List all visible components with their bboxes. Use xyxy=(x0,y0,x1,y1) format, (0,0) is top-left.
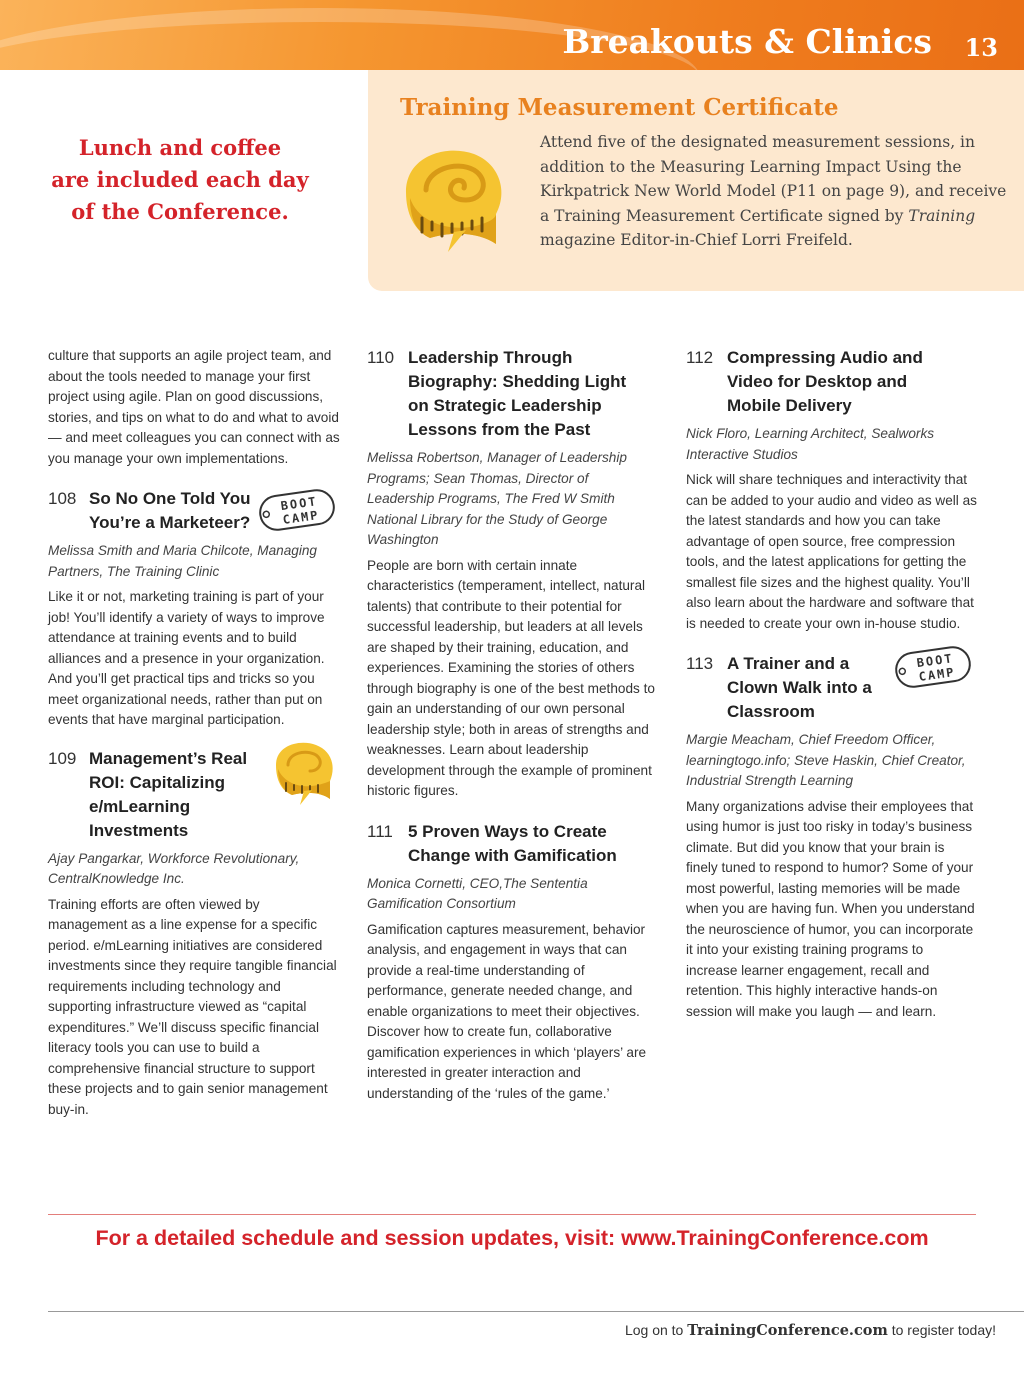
lunch-note-line-1: Lunch and coffee xyxy=(78,135,282,160)
session-description: Many organizations advise their employees that using humor is just too risky in today’s business climate. But did you know that your brain is finely tuned to respond to humor? Some of your most powerful, lasting memories will be made when you are having fun. When you understand the neuroscience of humor, you can incorporate it into your existing training programs to increase learner engagement, recall and retention. This highly interactive hands-on session will make you laugh — and learn. xyxy=(686,798,975,1019)
session-number: 113 xyxy=(686,654,714,673)
certificate-text-italic: Training xyxy=(908,206,976,225)
certificate-description xyxy=(540,130,1010,253)
session-description: Training efforts are often viewed by management as a line expense for a specific period. e/mLearning initiatives are considered investments since they require tangible financial requirements including technology and supporting infrastructure viewed as “capital expenditures.” We’ll discuss specific financial literacy tools you can use to build a comprehensive financial structure to support these projects and to gain senior management buy-in. xyxy=(48,896,337,1117)
column-2 xyxy=(367,346,659,1104)
lunch-note xyxy=(40,132,320,228)
session-title: 5 Proven Ways to Create Change with Gamification xyxy=(408,821,617,865)
bottom-divider xyxy=(48,1311,1024,1312)
register-prefix: Log on to xyxy=(624,1322,688,1338)
session-108 xyxy=(48,487,340,731)
certificate-text-part-1: Attend five of the designated measurement sessions, in addition to the Measuring Learning Impact Using the Kirkpatrick New World Model (P11 on page 9), and receive a Training Measurement Certificate signed by xyxy=(540,133,1007,225)
session-111 xyxy=(367,820,659,1105)
session-title: Leadership Through Biography: Shedding Light on Strategic Leadership Lessons from the Past xyxy=(408,348,627,439)
session-speaker: Melissa Robertson, Manager of Leadership Programs; Sean Thomas, Director of Leadership Programs, The Fred W Smith National Library for the Study of George Washington xyxy=(367,450,627,547)
session-title: Management’s Real ROI: Capitalizing e/mLearning Investments xyxy=(89,748,248,840)
lunch-note-line-2: are included each day xyxy=(51,167,309,192)
session-speaker: Melissa Smith and Maria Chilcote, Managing Partners, The Training Clinic xyxy=(48,543,317,579)
session-speaker: Margie Meacham, Chief Freedom Officer, learningtogo.info; Steve Haskin, Chief Creator, Industrial Strength Learning xyxy=(686,732,966,788)
session-number: 108 xyxy=(48,489,77,508)
session-number: 109 xyxy=(48,748,77,768)
session-number: 111 xyxy=(367,821,393,841)
schedule-link[interactable]: For a detailed schedule and session updates, visit: www.TrainingConference.com xyxy=(95,1226,929,1250)
session-113 xyxy=(686,652,978,1022)
measuring-tape-icon xyxy=(272,735,338,807)
session-speaker: Monica Cornetti, CEO,The Sententia Gamification Consortium xyxy=(367,875,588,911)
session-description: Like it or not, marketing training is part of your job! You’ll identify a variety of ways to improve attendance at training events and to build alliances and a presence in your organization. And you’ll get practical tips and tricks so you meet organizational needs, rather than put on events that have marginal participation. xyxy=(48,589,325,727)
certificate-box xyxy=(368,70,1024,291)
badge-line-2: CAMP xyxy=(281,508,321,528)
session-speaker: Nick Floro, Learning Architect, Sealworks Interactive Studios xyxy=(686,426,935,462)
session-109 xyxy=(48,747,340,1121)
boot-camp-badge-icon xyxy=(256,487,338,533)
column-3 xyxy=(686,346,978,1022)
section-title: Breakouts & Clinics xyxy=(562,22,932,61)
lunch-note-line-3: of the Conference. xyxy=(71,199,289,224)
session-title: A Trainer and a Clown Walk into a Classroom xyxy=(727,654,872,721)
header-band xyxy=(0,0,1024,70)
badge-line-2: CAMP xyxy=(917,665,957,685)
measuring-tape-icon xyxy=(396,134,520,258)
boot-camp-badge-icon xyxy=(892,644,974,690)
session-speaker: Ajay Pangarkar, Workforce Revolutionary, CentralKnowledge Inc. xyxy=(48,850,300,886)
session-description: People are born with certain innate characteristics (temperament, intellect, natural talents) that contribute to their potential for successful leadership, but leaders at all levels are shaped by their training, education, and experiences. Examining the stories of others through biography is one of the best methods to gain an understanding of our own personal leadership style; both in areas of strengths and weaknesses. Learn about leadership development through the example of prominent historic figures. xyxy=(367,557,655,798)
footer-divider xyxy=(48,1214,976,1215)
column-1 xyxy=(48,346,340,1120)
page-number: 13 xyxy=(964,33,998,62)
register-line xyxy=(625,1322,996,1339)
continued-text: culture that supports an agile project team, and about the tools needed to manage your first project using agile. Plan on good discussions, stories, and tips on what to do and what to avoid — and meet colleagues you can connect with as you manage your own implementations. xyxy=(48,348,340,466)
session-number: 110 xyxy=(367,348,395,367)
session-110 xyxy=(367,346,659,802)
session-title: So No One Told You You’re a Marketeer? xyxy=(89,489,251,532)
badge-line-1: BOOT xyxy=(915,651,955,671)
register-link[interactable]: TrainingConference.com xyxy=(687,1322,888,1339)
session-title: Compressing Audio and Video for Desktop and Mobile Delivery xyxy=(727,348,923,415)
register-suffix: to register today! xyxy=(887,1322,996,1338)
certificate-title: Training Measurement Certificate xyxy=(400,94,839,121)
session-description: Nick will share techniques and interactivity that can be added to your audio and video as well as the latest standards and how you can take advantage of open source, free compression tools, and the latest applications for getting the smallest file sizes and the highest quality. You’ll also learn about the hardware and software that is needed to create your own in-house studio. xyxy=(686,472,977,631)
badge-line-1: BOOT xyxy=(279,494,319,514)
session-number: 112 xyxy=(686,348,714,367)
certificate-text-part-2: magazine Editor-in-Chief Lorri Freifeld. xyxy=(540,231,853,249)
session-112 xyxy=(686,346,978,634)
session-description: Gamification captures measurement, behavior analysis, and engagement in ways that can provide a real-time understanding of performance, generate needed change, and enable organizations to meet their objectives. Discover how to create fun, collaborative gamification experiences in which ‘players’ are interested in greater interaction and understanding of the ‘rules of the game.’ xyxy=(367,921,647,1101)
